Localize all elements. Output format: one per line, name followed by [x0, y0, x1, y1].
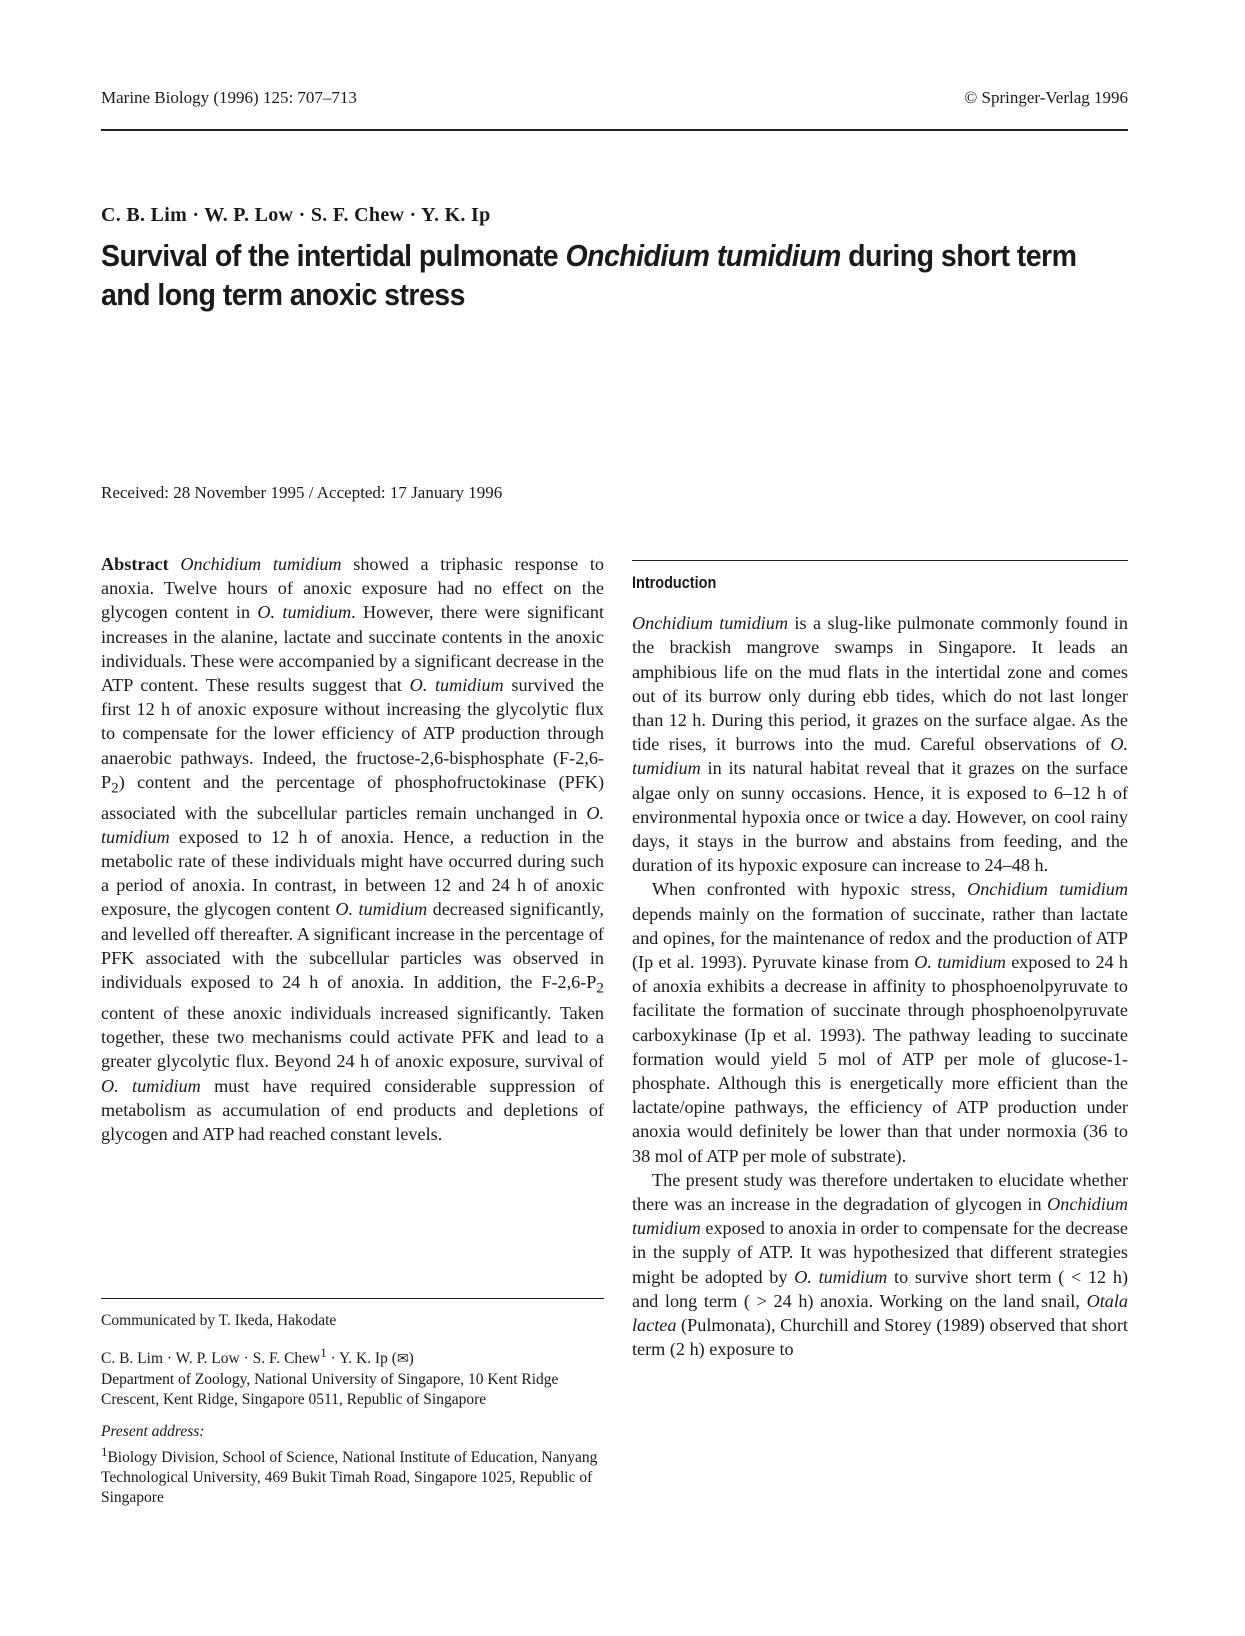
- intro-text: The present study was therefore undertaken to elucidate whether there was an increase in the degradation of glycogen in: [632, 1169, 1128, 1215]
- footnotes: [101, 1311, 604, 1508]
- intro-text: is a slug-like pulmonate commonly found in the brackish mangrove swamps in Singapore. It leads an amphibious life on the mud flats in the intertidal zone and comes out of its burrow only during ebb tides, which do not last longer than 12 h. During this period, it grazes on the surface algae. As the tide rises, it burrows into the mud. Careful observations of: [632, 613, 1128, 755]
- abstract-species-abbrev: O. tumidium: [335, 899, 428, 920]
- superscript: 1: [101, 1444, 108, 1460]
- abstract-paragraph: [101, 552, 604, 1146]
- abstract-species-abbrev: O. tumidium: [101, 802, 604, 847]
- intro-text: to survive short term ( < 12 h) and long term ( > 24 h) anoxia. Working on the land snail,: [632, 1266, 1129, 1311]
- species-name: Onchidium tumidium: [632, 613, 788, 634]
- envelope-icon: ✉: [396, 1352, 409, 1368]
- title-species: Onchidium tumidium: [565, 238, 841, 273]
- abstract-species-abbrev: O. tumidium: [257, 602, 352, 623]
- abstract-text: showed a triphasic response to anoxia. Twelve hours of anoxic exposure had no effect on the glycogen content in: [101, 554, 604, 623]
- abstract-text: must have required considerable suppression of metabolism as accumulation of end products and depletions of glycogen and ATP had reached constant levels.: [101, 1075, 604, 1144]
- intro-text: (Pulmonata), Churchill and Storey (1989) observed that short term (2 h) exposure to: [632, 1315, 1128, 1360]
- subscript: 2: [596, 979, 604, 997]
- subscript: 2: [111, 779, 119, 797]
- section-heading: Introduction: [632, 573, 717, 592]
- journal-citation: Marine Biology (1996) 125: 707–713: [101, 88, 357, 107]
- abstract-text: content of these anoxic individuals increased significantly. Taken together, these two mechanisms could activate PFK and lead to a greater glycolytic flux. Beyond 24 h of anoxic exposure, survival of: [101, 1002, 604, 1072]
- intro-paragraph-3: [632, 1168, 1128, 1362]
- abstract-text: decreased significantly, and levelled off thereafter. A significant increase in the percentage of PFK associated with the subcellular particles was observed in individuals exposed to 24 h of anoxia. In addition, the F-2,6-P: [101, 899, 604, 993]
- affiliation-address: Department of Zoology, National University of Singapore, 10 Kent Ridge Crescent, Kent Ridge, Singapore 0511, Republic of Singapore: [101, 1371, 559, 1409]
- intro-text: in its natural habitat reveal that it grazes on the surface algae only on sunny occasions. Hence, it is exposed to 6–12 h of environmental hypoxia once or twice a day. However, on cool rainy days, it stays in the burrow and abstains from feeding, and the duration of its hypoxic exposure can increase to 24–48 h.: [632, 758, 1128, 876]
- author-list: C. B. Lim · W. P. Low · S. F. Chew · Y. K. Ip: [101, 204, 491, 226]
- header-rule: [101, 129, 1128, 131]
- abstract-text: survived the first 12 h of anoxic exposure without increasing the glycolytic flux to compensate for the lower efficiency of ATP production through anaerobic pathways. Indeed, the fructose-2,6-bisphosphate (F-2,6-P: [101, 675, 605, 792]
- abstract-text: exposed to 12 h of anoxia. Hence, a reduction in the metabolic rate of these individuals might have occurred during such a period of anoxia. In contrast, in between 12 and 24 h of anoxic exposure, the glycogen content: [101, 826, 604, 920]
- footnote-authors-end: · Y. K. Ip (: [326, 1350, 397, 1368]
- introduction-column: [632, 560, 1128, 1362]
- abstract-species-abbrev: O. tumidium: [409, 675, 504, 696]
- present-address-label-text: Present address:: [101, 1423, 205, 1441]
- present-address-text: Biology Division, School of Science, National Institute of Education, Nanyang Technological University, 469 Bukit Timah Road, Singapore 1025, Republic of Singapore: [101, 1449, 598, 1507]
- intro-text: exposed to 24 h of anoxia exhibits a decrease in affinity to phosphoenolpyruvate to facilitate the formation of succinate through phosphoenolpyruvate carboxykinase (Ip et al. 1993). The pathway leading to succinate formation would yield 5 mol of ATP per mole of glucose-1-phosphate. Although this is energetically more efficient than the lactate/opine pathways, the efficiency of ATP production under anoxia would definitely be lower than that under normoxia (36 to 38 mol of ATP per mole of substrate).: [632, 952, 1129, 1166]
- abstract-text: ) content and the percentage of phosphofructokinase (PFK) associated with the subcellular particles remain unchanged in: [101, 771, 604, 823]
- intro-text: When confronted with hypoxic stress,: [652, 879, 968, 900]
- superscript: 1: [320, 1345, 327, 1360]
- present-address-label: [101, 1422, 604, 1442]
- communicated-by: Communicated by T. Ikeda, Hakodate: [101, 1312, 337, 1329]
- copyright-notice: © Springer-Verlag 1996: [964, 88, 1128, 107]
- abstract-species-abbrev: O. tumidium: [101, 1075, 201, 1096]
- author-affiliation-line: [101, 1343, 604, 1370]
- species-abbrev: O. tumidium: [794, 1266, 888, 1287]
- abstract-species: Onchidium tumidium: [180, 554, 342, 574]
- title-part-1: Survival of the intertidal pulmonate: [101, 238, 566, 273]
- intro-paragraph-2: [632, 877, 1128, 1167]
- intro-text: depends mainly on the formation of succinate, rather than lactate and opines, for the maintenance of redox and the production of ATP (Ip et al. 1993). Pyruvate kinase from: [632, 903, 1128, 973]
- title-part-2: during short term and long term anoxic stress: [101, 238, 1077, 312]
- footnote-rule: [101, 1298, 604, 1299]
- abstract-label: Abstract: [101, 554, 169, 574]
- intro-text: exposed to anoxia in order to compensate for the decrease in the supply of ATP. It was hypothesized that different strategies might be adopted by: [632, 1218, 1128, 1287]
- received-dates: Received: 28 November 1995 / Accepted: 17 January 1996: [101, 483, 503, 502]
- present-address: [101, 1442, 604, 1508]
- footnote-paren: ): [408, 1350, 414, 1368]
- abstract-text: . However, there were significant increases in the alanine, lactate and succinate contents in the anoxic individuals. These were accompanied by a significant decrease in the ATP content. These results suggest that: [101, 602, 605, 696]
- species-abbrev: O. tumidium: [632, 734, 1128, 779]
- abstract-column: [101, 552, 604, 1146]
- section-rule: [632, 560, 1128, 561]
- species-name: Otala lactea: [632, 1290, 1128, 1336]
- running-head: [101, 88, 1128, 108]
- species-abbrev: O. tumidium: [914, 952, 1006, 973]
- species-name: Onchidium tumidium: [967, 879, 1128, 900]
- species-name: Onchidium tumidium: [632, 1194, 1128, 1239]
- article-title: [101, 236, 1128, 314]
- footnote-authors: C. B. Lim · W. P. Low · S. F. Chew: [101, 1350, 321, 1368]
- intro-paragraph-1: [632, 611, 1128, 877]
